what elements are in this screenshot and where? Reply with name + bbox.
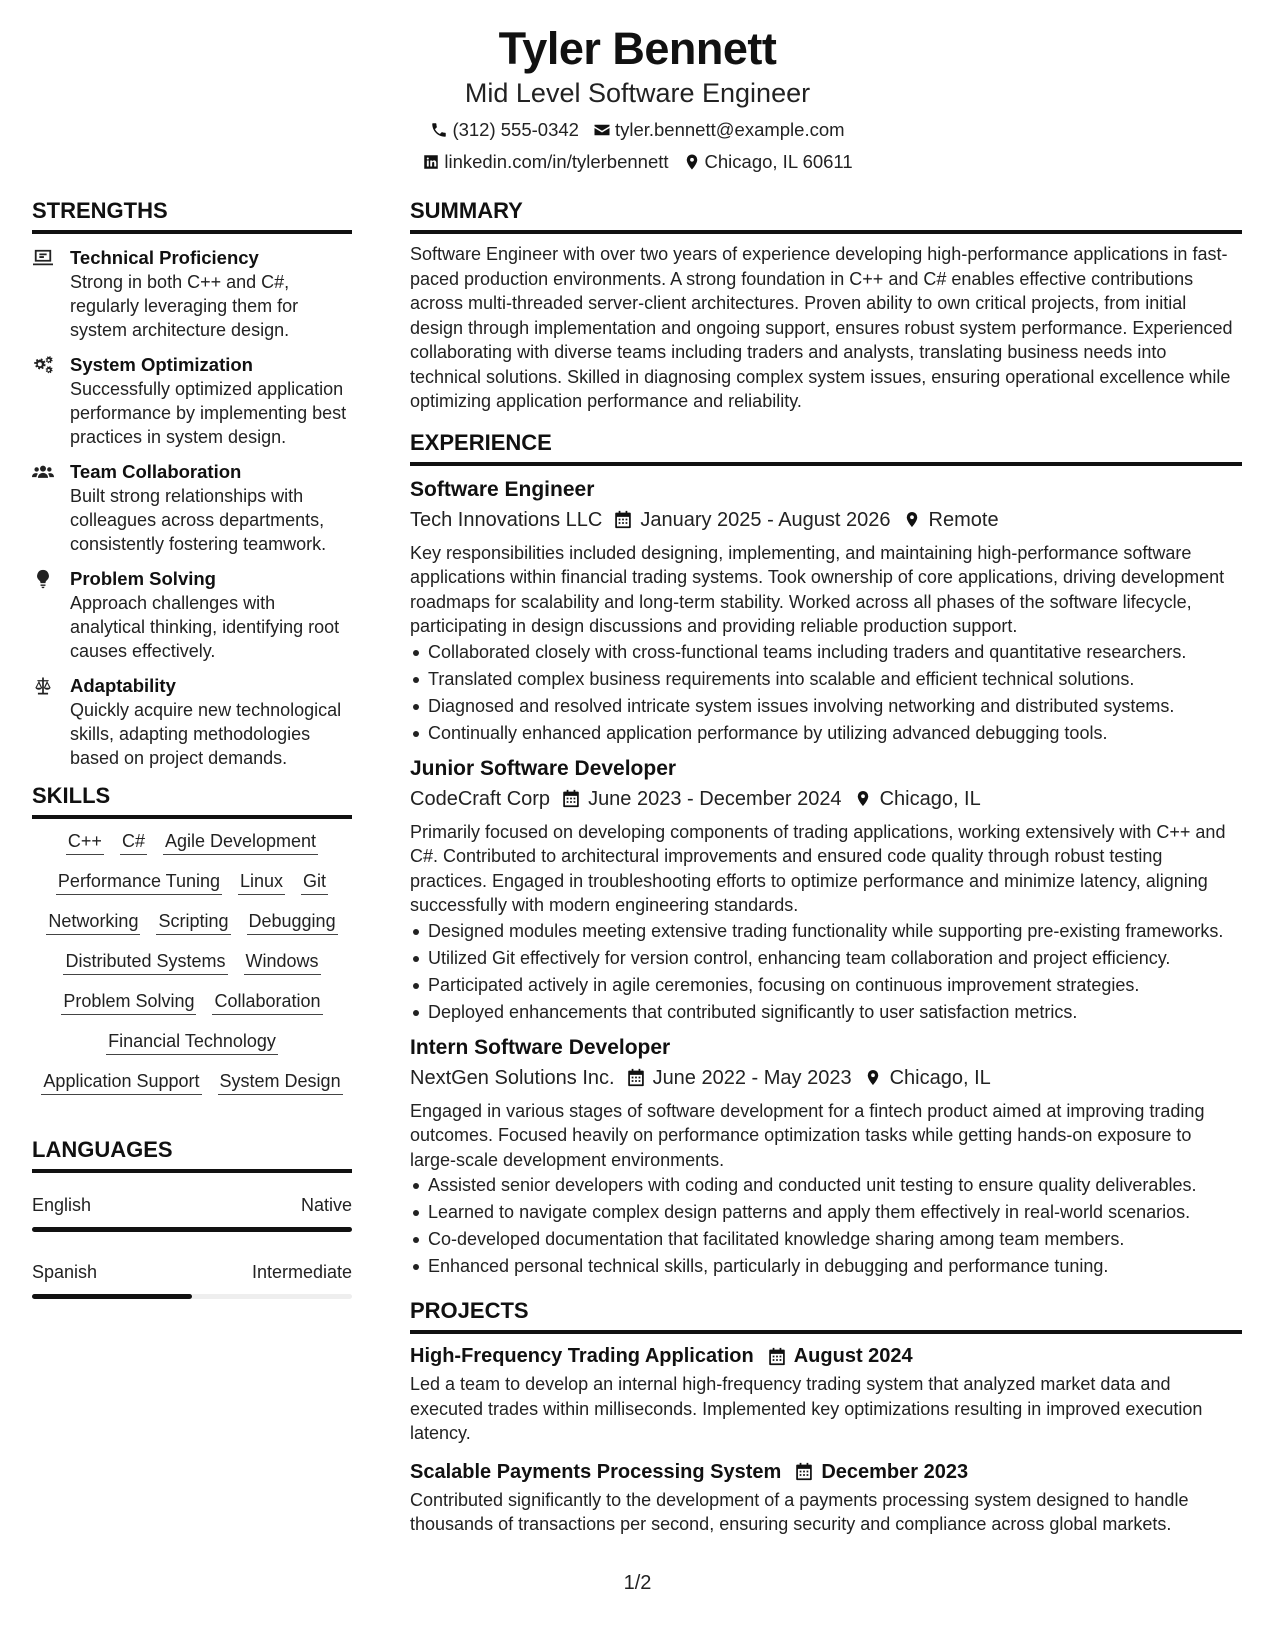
skill-tag: Debugging bbox=[247, 909, 338, 935]
strength-title: Problem Solving bbox=[70, 568, 216, 589]
contact-row-2 bbox=[0, 150, 1275, 174]
languages-section bbox=[32, 1135, 352, 1299]
candidate-name: Tyler Bennett bbox=[498, 23, 777, 74]
experience-heading: EXPERIENCE bbox=[410, 428, 1242, 466]
languages-heading: LANGUAGES bbox=[32, 1135, 352, 1173]
language-name: Spanish bbox=[32, 1262, 98, 1282]
resume-header bbox=[0, 22, 1275, 174]
job-bullet: Co-developed documentation that facilitated knowledge sharing among team members. bbox=[410, 1227, 1242, 1251]
skill-tag: Scripting bbox=[156, 909, 230, 935]
skill-tag: C++ bbox=[66, 829, 104, 855]
job-description: Primarily focused on developing components of trading applications, working extensively with C++ and C#. Contributed to architectural improvements and ensured code quality through robust testing practices. Engaged in troubleshooting efforts to optimize performance and minimize latency, aligning successfully with modern engineering standards. bbox=[410, 821, 1226, 915]
project-description: Led a team to develop an internal high-frequency trading system that analyzed market data and executed trades within milliseconds. Implemented key optimizations resulting in improved execution latency. bbox=[410, 1374, 1203, 1443]
strength-item bbox=[32, 353, 352, 449]
job-bullet: Learned to navigate complex design patterns and apply them effectively in real-world scenarios. bbox=[410, 1200, 1242, 1224]
job-location: Remote bbox=[928, 508, 999, 531]
job-bullet: Utilized Git effectively for version control, enhancing team collaboration and project efficiency. bbox=[410, 946, 1242, 970]
strengths-heading: STRENGTHS bbox=[32, 196, 352, 234]
summary-heading: SUMMARY bbox=[410, 196, 1242, 234]
contact-row-1 bbox=[0, 118, 1275, 142]
job-company: NextGen Solutions Inc. bbox=[410, 1066, 615, 1089]
language-item bbox=[32, 1193, 352, 1232]
job-bullets bbox=[410, 919, 1242, 1024]
skill-tag: Windows bbox=[244, 949, 321, 975]
job-company: CodeCraft Corp bbox=[410, 787, 551, 810]
skill-tag: Distributed Systems bbox=[63, 949, 227, 975]
language-proficiency-bar bbox=[32, 1227, 352, 1232]
project-entry bbox=[410, 1342, 1242, 1446]
email-text[interactable]: tyler.bennett@example.com bbox=[614, 119, 845, 140]
job-location: Chicago, IL bbox=[889, 1066, 991, 1089]
project-name: High-Frequency Trading Application bbox=[410, 1345, 754, 1367]
job-description: Engaged in various stages of software development for a fintech product aimed at improving trading outcomes. Focused heavily on performance optimization tasks while getting hands-on exposure to large-scale development environments. bbox=[410, 1100, 1205, 1170]
job-bullet: Diagnosed and resolved intricate system issues involving networking and distributed systems. bbox=[410, 694, 1242, 718]
project-description: Contributed significantly to the development of a payments processing system designed to handle thousands of transactions per second, ensuring security and compliance across global markets. bbox=[410, 1489, 1189, 1534]
job-location: Chicago, IL bbox=[879, 787, 981, 810]
project-entry bbox=[410, 1458, 1242, 1537]
calendar-icon bbox=[614, 510, 632, 529]
language-item bbox=[32, 1260, 352, 1299]
strength-title: System Optimization bbox=[70, 354, 253, 375]
project-date: August 2024 bbox=[793, 1345, 913, 1367]
gears-icon bbox=[32, 355, 54, 375]
location-text: Chicago, IL 60611 bbox=[704, 151, 853, 172]
strength-title: Team Collaboration bbox=[70, 461, 242, 482]
job-bullet: Deployed enhancements that contributed significantly to user satisfaction metrics. bbox=[410, 1000, 1242, 1024]
projects-heading: PROJECTS bbox=[410, 1296, 1242, 1334]
contact-phone bbox=[430, 118, 579, 142]
scale-icon bbox=[32, 676, 54, 696]
project-name: Scalable Payments Processing System bbox=[410, 1460, 782, 1483]
calendar-icon bbox=[627, 1068, 645, 1087]
strength-item bbox=[32, 567, 352, 663]
candidate-role: Mid Level Software Engineer bbox=[464, 78, 811, 108]
skill-tag: System Design bbox=[218, 1069, 343, 1095]
job-meta bbox=[410, 505, 1242, 535]
map-pin-icon bbox=[683, 153, 701, 171]
job-bullet: Enhanced personal technical skills, particularly in debugging and performance tuning. bbox=[410, 1254, 1242, 1278]
job-bullet: Collaborated closely with cross-functional teams including traders and quantitative researchers. bbox=[410, 640, 1242, 664]
skills-heading: SKILLS bbox=[32, 781, 352, 819]
language-proficiency-fill bbox=[32, 1227, 352, 1232]
linkedin-icon bbox=[422, 153, 440, 171]
page-number: 1/2 bbox=[623, 1572, 652, 1594]
contact-linkedin[interactable] bbox=[422, 150, 668, 174]
strength-desc: Approach challenges with analytical thinking, identifying root causes effectively. bbox=[70, 593, 340, 661]
strength-desc: Quickly acquire new technological skills, adapting methodologies based on project demands. bbox=[70, 700, 342, 768]
language-proficiency-bar bbox=[32, 1294, 352, 1299]
language-level: Native bbox=[300, 1195, 352, 1215]
skill-tag: Git bbox=[301, 869, 328, 895]
map-pin-icon bbox=[854, 789, 872, 808]
strength-item bbox=[32, 460, 352, 556]
job-bullet: Designed modules meeting extensive trading functionality while supporting pre-existing frameworks. bbox=[410, 919, 1242, 943]
strength-desc: Built strong relationships with colleagues across departments, consistently fostering teamwork. bbox=[70, 486, 327, 554]
job-bullet: Translated complex business requirements into scalable and efficient technical solutions. bbox=[410, 667, 1242, 691]
job-bullets bbox=[410, 640, 1242, 745]
lightbulb-icon bbox=[32, 569, 54, 589]
project-date: December 2023 bbox=[821, 1460, 969, 1483]
job-dates: June 2022 - May 2023 bbox=[652, 1066, 852, 1089]
job-description: Key responsibilities included designing, implementing, and maintaining high-performance software applications within financial trading systems. Took ownership of core applications, driving development roadmaps for scalability and long-term stability. Worked across all phases of the software lifecycle, participating in design discussions and providing reliable production support. bbox=[410, 542, 1225, 636]
job-meta bbox=[410, 1063, 1242, 1093]
calendar-icon bbox=[768, 1347, 786, 1366]
computer-icon bbox=[32, 248, 54, 268]
job-dates: June 2023 - December 2024 bbox=[588, 787, 842, 810]
calendar-icon bbox=[562, 789, 580, 808]
skill-tag: Financial Technology bbox=[106, 1029, 278, 1055]
right-column bbox=[410, 196, 1242, 1537]
summary-text: Software Engineer with over two years of experience developing high-performance applications in fast-paced production environments. A strong foundation in C++ and C# enables effective contributions across multi-threaded server-client architectures. Proven ability to own critical projects, from initial design through implementation and ongoing support, ensures robust system performance. Experienced collaborating with diverse teams including traders and analysts, translating business needs into technical solutions. Skilled in diagnosing complex system issues, ensuring operational excellence while optimizing application performance and reliability. bbox=[410, 244, 1233, 411]
strength-item bbox=[32, 246, 352, 342]
skill-tag: Application Support bbox=[41, 1069, 201, 1095]
strength-desc: Successfully optimized application performance by implementing best practices in system design. bbox=[70, 379, 347, 447]
calendar-icon bbox=[795, 1462, 813, 1481]
job-entry bbox=[410, 476, 1242, 745]
users-icon bbox=[32, 462, 54, 482]
skill-tag: Collaboration bbox=[212, 989, 322, 1015]
skills-list bbox=[32, 829, 352, 1095]
projects-section bbox=[410, 1296, 1242, 1537]
job-bullets bbox=[410, 1173, 1242, 1278]
language-name: English bbox=[32, 1195, 92, 1215]
map-pin-icon bbox=[864, 1068, 882, 1087]
strengths-list bbox=[32, 246, 352, 770]
language-level: Intermediate bbox=[251, 1262, 352, 1282]
job-bullet: Continually enhanced application performance by utilizing advanced debugging tools. bbox=[410, 721, 1242, 745]
job-bullet: Assisted senior developers with coding and conducted unit testing to ensure quality deliverables. bbox=[410, 1173, 1242, 1197]
skill-tag: C# bbox=[120, 829, 147, 855]
skill-tag: Problem Solving bbox=[61, 989, 196, 1015]
contact-location bbox=[683, 150, 853, 174]
job-title: Software Engineer bbox=[410, 477, 595, 501]
phone-text: (312) 555-0342 bbox=[452, 119, 579, 140]
left-column bbox=[32, 196, 352, 1299]
strength-item bbox=[32, 674, 352, 770]
job-company: Tech Innovations LLC bbox=[410, 508, 603, 531]
envelope-icon bbox=[593, 121, 611, 139]
skill-tag: Linux bbox=[238, 869, 285, 895]
job-title: Intern Software Developer bbox=[410, 1035, 671, 1059]
skill-tag: Performance Tuning bbox=[56, 869, 222, 895]
phone-icon bbox=[430, 121, 448, 139]
job-bullet: Participated actively in agile ceremonies, focusing on continuous improvement strategies. bbox=[410, 973, 1242, 997]
job-entry bbox=[410, 755, 1242, 1024]
strength-title: Adaptability bbox=[70, 675, 176, 696]
job-dates: January 2025 - August 2026 bbox=[640, 508, 891, 531]
job-meta bbox=[410, 784, 1242, 814]
map-pin-icon bbox=[903, 510, 921, 529]
strength-desc: Strong in both C++ and C#, regularly leveraging them for system architecture design. bbox=[70, 272, 299, 340]
experience-section bbox=[410, 428, 1242, 1279]
linkedin-text[interactable]: linkedin.com/in/tylerbennett bbox=[444, 151, 669, 172]
strength-title: Technical Proficiency bbox=[70, 247, 259, 268]
language-proficiency-fill bbox=[32, 1294, 192, 1299]
job-title: Junior Software Developer bbox=[410, 756, 677, 780]
skills-section bbox=[32, 781, 352, 1095]
skill-tag: Networking bbox=[46, 909, 140, 935]
job-entry bbox=[410, 1034, 1242, 1279]
skill-tag: Agile Development bbox=[163, 829, 318, 855]
contact-email[interactable] bbox=[593, 118, 845, 142]
